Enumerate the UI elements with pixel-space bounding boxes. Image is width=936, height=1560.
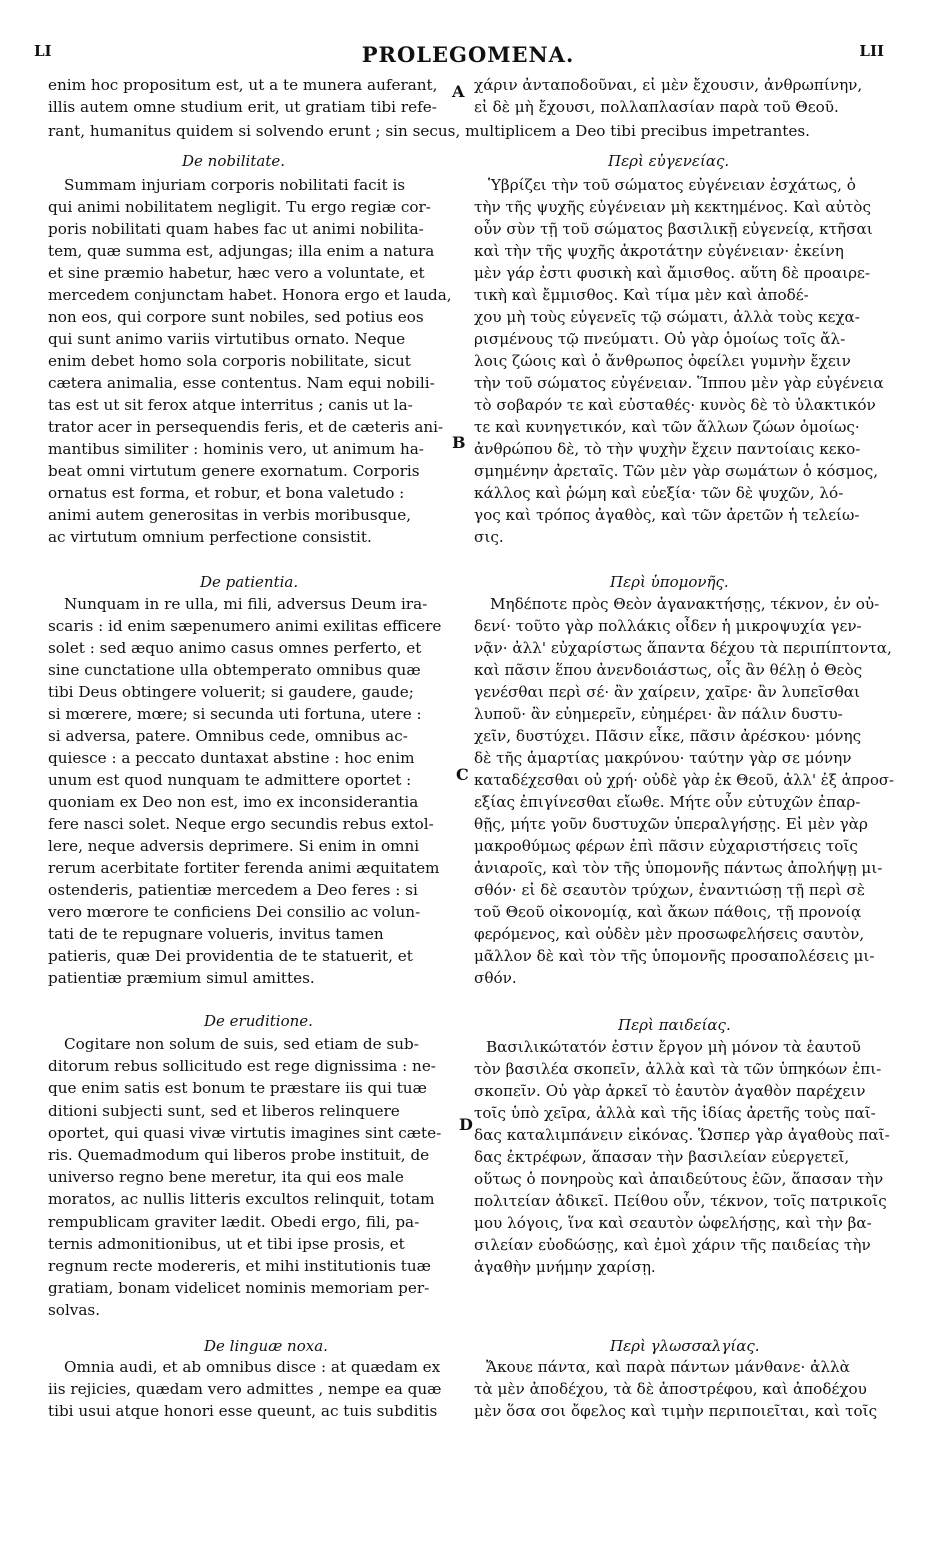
greek-text-line: σκοπεῖν. Οὐ γὰρ ἀρκεῖ τὸ ἑαυτὸν ἀγαθὸν παρέχειν (474, 1082, 866, 1100)
intro-full-line: rant, humanitus quidem si solvendo erunt ; sin secus, multiplicem a Deo tibi precibus impetrantes. (48, 122, 810, 140)
greek-text-line: Ἄκουε πάντα, καὶ παρὰ πάντων μάνθανε· ἀλλὰ (486, 1358, 850, 1376)
latin-text-line: quoniam ex Deo non est, imo ex inconsiderantia (48, 793, 419, 811)
intro-latin-line: enim hoc propositum est, ut a te munera auferant, (48, 76, 438, 94)
latin-text-line: ditorum rebus sollicitudo est rege dignissima : ne- (48, 1057, 436, 1076)
margin-marker-c: C (456, 765, 469, 784)
greek-text-line: δενί· τοῦτο γὰρ πολλάκις οἶδεν ἡ μικροψυχία γεν- (474, 617, 862, 635)
greek-text-line: μᾶλλον δὲ καὶ τὸν τῆς ὑπομονῆς προσαπολέσεις μι- (474, 947, 875, 965)
latin-text-line: fere nasci solet. Neque ergo secundis rebus extol- (48, 815, 434, 833)
latin-text-line: lere, neque adversis deprimere. Si enim in omni (48, 837, 420, 855)
greek-text-line: γενέσθαι περὶ σέ· ἂν χαίρειν, χαῖρε· ἂν λυπεῖσθαι (474, 683, 860, 701)
latin-text-line: animi autem generositas in verbis moribusque, (48, 506, 412, 524)
latin-heading-nobilitate: De nobilitate. (182, 152, 286, 170)
latin-text-line: tem, quæ summa est, adjungas; illa enim a natura (48, 242, 435, 260)
latin-text-line: rempublicam graviter lædit. Obedi ergo, fili, pa- (48, 1212, 420, 1231)
greek-text-line: τε καὶ κυνηγετικόν, καὶ τῶν ἄλλων ζώων ὁμοίως· (474, 418, 860, 436)
latin-text-line: ostenderis, patientiæ mercedem a Deo feres : si (48, 881, 418, 899)
latin-text-line: qui sunt animo variis virtutibus ornato. Neque (48, 330, 406, 348)
greek-text-line: τὸ σοβαρόν τε καὶ εὐσταθές· κυνὸς δὲ τὸ ὑλακτικόν (474, 396, 876, 414)
greek-text-line: τὴν τῆς ψυχῆς εὐγένειαν μὴ κεκτημένος. Καὶ αὐτὸς (474, 198, 871, 216)
latin-text-line: enim debet homo sola corporis nobilitate, sicut (48, 352, 411, 370)
greek-text-line: δὲ τῆς ἁμαρτίας μακρύνου· ταύτην γὰρ σε μόνην (474, 749, 852, 767)
intro-latin-line: illis autem omne studium erit, ut gratiam tibi refe- (48, 98, 437, 116)
latin-text-line: Omnia audi, et ab omnibus disce : at quædam ex (64, 1358, 441, 1376)
latin-text-line: unum est quod nunquam te admittere oportet : (48, 771, 412, 789)
greek-text-line: δας καταλιμπάνειν εἰκόνας. Ὥσπερ γὰρ ἀγαθοὺς παῖ- (474, 1126, 890, 1144)
latin-heading-eruditione: De eruditione. (204, 1012, 313, 1030)
right-page-number: LII (859, 42, 884, 60)
greek-text-line: τὴν τοῦ σώματος εὐγένειαν. Ἵππου μὲν γὰρ εὐγένεια (474, 374, 884, 392)
page-title: PROLEGOMENA. (361, 42, 575, 67)
latin-text-line: qui animi nobilitatem negligit. Tu ergo regiæ cor- (48, 198, 431, 216)
greek-text-line: νᾷν· ἀλλ' εὐχαρίστως ἅπαντα δέχου τὰ περιπίπτοντα, (474, 639, 892, 657)
greek-text-line: φερόμενος, καὶ οὐδὲν μὲν προσωφελήσεις σαυτὸν, (474, 925, 865, 943)
latin-text-line: tibi usui atque honori esse queunt, ac tuis subditis (48, 1402, 438, 1420)
latin-text-line: tibi Deus obtingere voluerit; si gaudere, gaude; (48, 683, 414, 701)
latin-text-line: Cogitare non solum de suis, sed etiam de sub- (64, 1035, 419, 1053)
latin-text-line: ternis admonitionibus, ut et tibi ipse prosis, et (48, 1234, 405, 1253)
latin-text-line: cætera animalia, esse contentus. Nam equi nobili- (48, 374, 435, 392)
latin-text-line: moratos, ac nullis litteris excultos relinquit, totam (48, 1190, 435, 1209)
greek-text-line: καὶ πᾶσιν ἕπου ἀνενδοιάστως, οἷς ἂν θέλῃ ὁ Θεὸς (474, 661, 863, 679)
latin-text-line: si mœrere, mœre; si secunda uti fortuna, utere : (48, 705, 422, 723)
latin-text-line: ditioni subjecti sunt, sed et liberos relinquere (48, 1101, 400, 1120)
latin-text-line: poris nobilitati quam habes fac ut animi nobilita- (48, 220, 424, 238)
greek-text-line: Ὑβρίζει τὴν τοῦ σώματος εὐγένειαν ἐσχάτως, ὁ (488, 176, 856, 194)
margin-marker-b: B (452, 433, 466, 452)
greek-text-line: σθόν· εἰ δὲ σεαυτὸν τρύχων, ἐναντιώσῃ τῇ περὶ σὲ (474, 881, 865, 899)
latin-text-line: non eos, qui corpore sunt nobiles, sed potius eos (48, 308, 424, 326)
latin-text-line: ris. Quemadmodum qui liberos probe instituit, de (48, 1146, 430, 1164)
latin-text-line: si adversa, patere. Omnibus cede, omnibus ac- (48, 727, 408, 745)
latin-text-line: sine cunctatione ulla obtemperato omnibus quæ (48, 661, 421, 679)
latin-text-line: gratiam, bonam videlicet nominis memoriam per- (48, 1279, 430, 1298)
greek-text-line: πολιτείαν ἀδικεῖ. Πείθου οὖν, τέκνον, τοῖς πατρικοῖς (474, 1192, 887, 1210)
latin-text-line: Summam injuriam corporis nobilitati facit is (64, 176, 406, 194)
latin-heading-linguae-noxa: De linguæ noxa. (204, 1337, 328, 1355)
latin-text-line: vero mœrore te conficiens Dei consilio ac volun- (48, 903, 421, 921)
greek-text-line: σιλείαν εὐοδώσῃς, καὶ ἐμοὶ χάριν τῆς παιδείας τὴν (474, 1236, 871, 1254)
greek-heading-hypomones: Περὶ ὑπομονῆς. (610, 573, 729, 591)
greek-text-line: Βασιλικώτατόν ἐστιν ἔργον μὴ μόνον τὰ ἑαυτοῦ (486, 1038, 861, 1056)
latin-text-line: solet : sed æquo animo casus omnes perferto, et (48, 639, 422, 657)
greek-text-line: καὶ τὴν τῆς ψυχῆς ἀκροτάτην εὐγένειαν· ἐκείνη (474, 242, 844, 260)
latin-text-line: tati de te repugnare volueris, invitus tamen (48, 925, 384, 943)
margin-marker-a: A (452, 82, 465, 101)
latin-text-line: iis rejicies, quædam vero admittes , nempe ea quæ (48, 1380, 442, 1398)
greek-text-line: μὲν γάρ ἐστι φυσικὴ καὶ ἄμισθος. αὕτη δὲ προαιρε- (474, 264, 871, 282)
latin-text-line: tas est ut sit ferox atque interritus ; canis ut la- (48, 396, 413, 414)
latin-text-line: et sine præmio habetur, hæc vero a voluntate, et (48, 264, 425, 282)
intro-greek-line: εἰ δὲ μὴ ἔχουσι, πολλαπλασίαν παρὰ τοῦ Θεοῦ. (474, 98, 839, 116)
greek-text-line: λοις ζώοις καὶ ὁ ἄνθρωπος ὀφείλει γυμνὴν ἔχειν (474, 352, 851, 370)
latin-text-line: mercedem conjunctam habet. Honora ergo et lauda, (48, 286, 452, 304)
greek-heading-paideias: Περὶ παιδείας. (618, 1016, 731, 1034)
greek-text-line: σμημένην ἀρεταῖς. Τῶν μὲν γὰρ σωμάτων ὁ κόσμος, (474, 462, 879, 480)
greek-text-line: καταδέχεσθαι οὐ χρή· οὐδὲ γὰρ ἐκ Θεοῦ, ἀλλ' ἐξ ἀπροσ- (474, 771, 894, 789)
greek-text-line: ἀγαθὴν μνήμην χαρίσῃ. (474, 1258, 656, 1276)
latin-text-line: beat omni virtutum genere exornatum. Corporis (48, 462, 420, 480)
greek-text-line: μὲν ὅσα σοι ὄφελος καὶ τιμὴν περιποιεῖται, καὶ τοῖς (474, 1402, 878, 1420)
latin-text-line: trator acer in persequendis feris, et de cæteris ani- (48, 418, 444, 436)
intro-greek-line: χάριν ἀνταποδοῦναι, εἰ μὲν ἔχουσιν, ἀνθρωπίνην, (474, 76, 863, 94)
greek-text-line: ἀνιαροῖς, καὶ τὸν τῆς ὑπομονῆς πάντως ἀπολήψῃ μι- (474, 859, 883, 877)
latin-text-line: ac virtutum omnium perfectione consistit. (48, 528, 372, 546)
latin-text-line: universo regno bene meretur, ita qui eos male (48, 1168, 404, 1187)
greek-text-line: λυποῦ· ἂν εὐημερεῖν, εὐημέρει· ἂν πάλιν δυστυ- (474, 705, 843, 723)
latin-text-line: scaris : id enim sæpenumero animi exilitas efficere (48, 617, 442, 635)
latin-text-line: oportet, qui quasi vivæ virtutis imagines sint cæte- (48, 1123, 442, 1142)
greek-text-line: μακροθύμως φέρων ἐπὶ πᾶσιν εὐχαριστήσεις τοῖς (474, 837, 858, 855)
latin-text-line: patientiæ præmium simul amittes. (48, 969, 315, 987)
greek-text-line: τικὴ καὶ ἔμμισθος. Καὶ τίμα μὲν καὶ ἀποδέ- (474, 286, 809, 304)
greek-text-line: οὕτως ὁ πονηροὺς καὶ ἀπαιδεύτους ἐῶν, ἅπασαν τὴν (474, 1170, 884, 1188)
latin-text-line: mantibus similiter : hominis vero, ut animum ha- (48, 440, 424, 458)
latin-text-line: quiesce : a peccato duntaxat abstine : hoc enim (48, 749, 415, 767)
latin-text-line: regnum recte modereris, et mihi institutionis tuæ (48, 1257, 431, 1275)
latin-text-line: solvas. (48, 1301, 101, 1320)
latin-text-line: rerum acerbitate fortiter ferenda animi æquitatem (48, 859, 440, 877)
latin-text-line: Nunquam in re ulla, mi fili, adversus Deum ira- (64, 595, 428, 613)
greek-text-line: Μηδέποτε πρὸς Θεὸν ἀγανακτήσῃς, τέκνον, ἐν οὐ- (490, 595, 880, 613)
greek-heading-eugeneias: Περὶ εὐγενείας. (608, 152, 730, 170)
greek-text-line: δας ἐκτρέφων, ἅπασαν τὴν βασιλείαν εὐεργετεῖ, (474, 1148, 850, 1166)
greek-text-line: θῇς, μήτε γοῦν δυστυχῶν ὑπεραλγήσῃς. Εἰ μὲν γὰρ (474, 815, 868, 833)
latin-heading-patientia: De patientia. (200, 573, 299, 591)
greek-text-line: σθόν. (474, 969, 517, 987)
greek-text-line: τοῖς ὑπὸ χεῖρα, ἀλλὰ καὶ τῆς ἰδίας ἀρετῆς τοὺς παῖ- (474, 1104, 876, 1122)
greek-text-line: εξίας ἐπιγίνεσθαι εἴωθε. Μήτε οὖν εὐτυχῶν ἐπαρ- (474, 793, 861, 811)
greek-text-line: σις. (474, 528, 504, 546)
greek-text-line: τὰ μὲν ἀποδέχου, τὰ δὲ ἀποστρέφου, καὶ ἀποδέχου (474, 1380, 867, 1398)
greek-text-line: κάλλος καὶ ῥώμη καὶ εὐεξία· τῶν δὲ ψυχῶν, λό- (474, 484, 844, 502)
greek-text-line: μου λόγοις, ἵνα καὶ σεαυτὸν ὠφελήσῃς, καὶ τὴν βα- (474, 1214, 872, 1232)
latin-text-line: patieris, quæ Dei providentia de te statuerit, et (48, 947, 413, 965)
greek-text-line: χου μὴ τοὺς εὐγενεῖς τῷ σώματι, ἀλλὰ τοὺς κεχα- (474, 308, 860, 326)
greek-text-line: γος καὶ τρόπος ἀγαθὸς, καὶ τῶν ἀρετῶν ἡ τελείω- (474, 506, 860, 524)
greek-text-line: τὸν βασιλέα σκοπεῖν, ἀλλὰ καὶ τὰ τῶν ὑπηκόων ἐπι- (474, 1060, 882, 1078)
greek-text-line: τοῦ Θεοῦ οἰκονομίᾳ, καὶ ἄκων πάθοις, τῇ προνοίᾳ (474, 903, 862, 921)
margin-marker-d: D (459, 1115, 473, 1134)
latin-text-line: que enim satis est bonum te præstare iis qui tuæ (48, 1079, 427, 1098)
latin-text-line: ornatus est forma, et robur, et bona valetudo : (48, 484, 405, 502)
greek-heading-glossalgias: Περὶ γλωσσαλγίας. (610, 1337, 760, 1355)
greek-text-line: ρισμένους τῷ πνεύματι. Οὐ γὰρ ὁμοίως τοῖς ἄλ- (474, 330, 846, 348)
greek-text-line: οὖν σὺν τῇ τοῦ σώματος βασιλικῇ εὐγενείᾳ, κτῆσαι (474, 220, 873, 238)
greek-text-line: ἀνθρώπου δὲ, τὸ τὴν ψυχὴν ἔχειν παντοίαις κεκο- (474, 440, 861, 458)
greek-text-line: χεῖν, δυστύχει. Πᾶσιν εἶκε, πᾶσιν ἀρέσκου· μόνης (474, 727, 862, 745)
left-page-number: LI (34, 42, 52, 60)
